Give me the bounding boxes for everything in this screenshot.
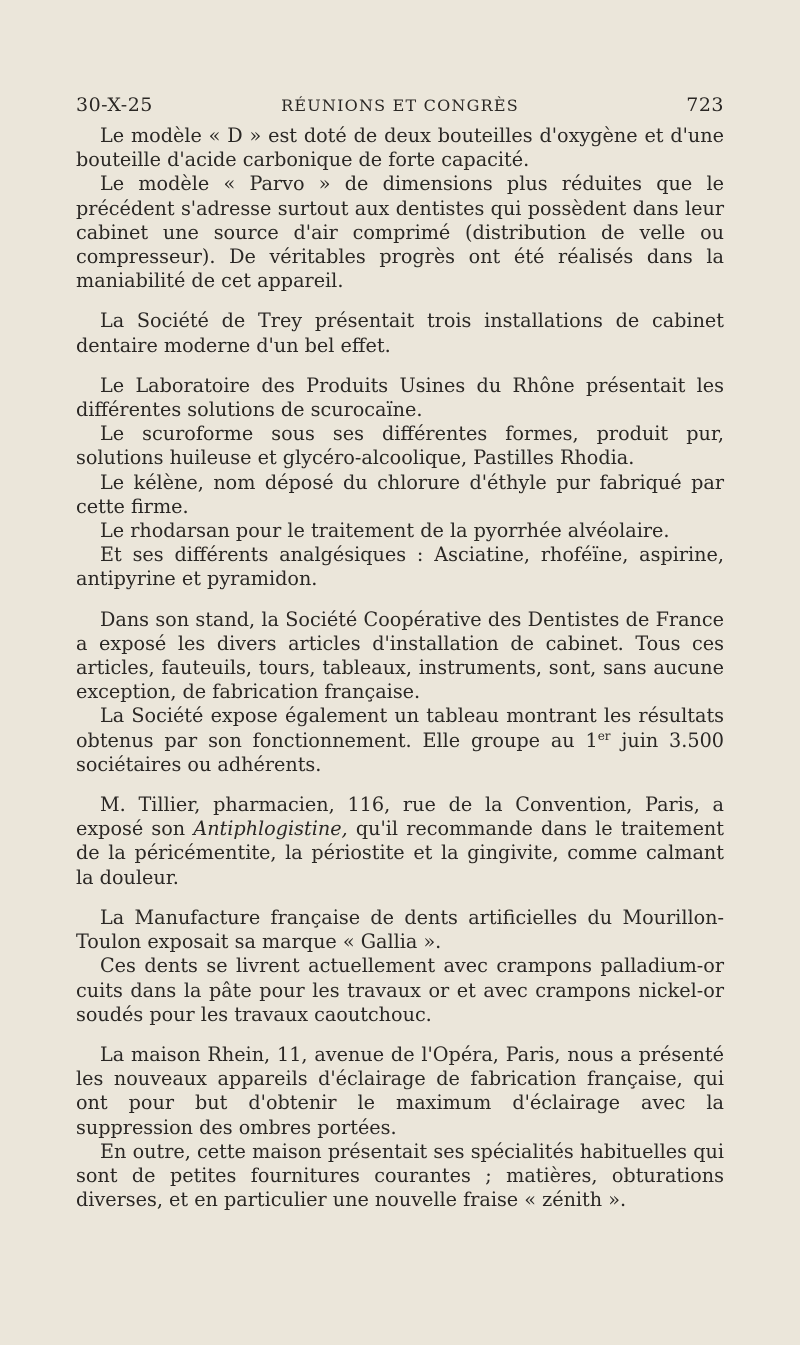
paragraph: La Manufacture française de dents artificielles du Mourillon-Toulon exposait sa marque « Gallia ». <box>76 905 724 954</box>
paragraph: Le modèle « D » est doté de deux bouteilles d'oxygène et d'une bouteille d'acide carbonique de forte capacité. <box>76 124 724 172</box>
paragraph: La maison Rhein, 11, avenue de l'Opéra, Paris, nous a présenté les nouveaux appareils d'éclairage de fabrication française, qui ont pour but d'obtenir le maximum d'éclairage avec la suppression des ombres portées. <box>76 1042 724 1139</box>
paragraph: Dans son stand, la Société Coopérative des Dentistes de France a exposé les divers articles d'installation de cabinet. Tous ces articles, fauteuils, tours, tableaux, instruments, sont, sans aucune exception, de fabrication française. <box>76 607 724 704</box>
product-name: Antiphlogistine, <box>193 817 348 841</box>
paragraph <box>76 793 724 890</box>
paragraph-text: qu'il recommande dans le traitement de la péricémentite, la périostite et la gingivite, comme calmant la douleur. <box>76 817 724 889</box>
running-head <box>76 94 724 124</box>
paragraph: Le scuroforme sous ses différentes formes, produit pur, solutions huileuse et glycéro-alcoolique, Pastilles Rhodia. <box>76 422 724 470</box>
paragraph: Ces dents se livrent actuellement avec crampons palladium-or cuits dans la pâte pour les travaux or et avec crampons nickel-or soudés pour les travaux caoutchouc. <box>76 954 724 1026</box>
paragraph: Le Laboratoire des Produits Usines du Rhône présentait les différentes solutions de scurocaïne. <box>76 373 724 422</box>
paragraph: Le rhodarsan pour le traitement de la pyorrhée alvéolaire. <box>100 519 670 543</box>
superscript: er <box>597 728 611 743</box>
paragraph: La Société de Trey présentait trois installations de cabinet dentaire moderne d'un bel effet. <box>76 309 724 357</box>
header-date: 30-X-25 <box>76 94 153 116</box>
paragraph-text: juin 3.500 sociétaires ou adhérents. <box>76 728 724 776</box>
book-page <box>76 94 724 1212</box>
article-body <box>76 124 724 1212</box>
paragraph <box>76 704 724 777</box>
page-number: 723 <box>686 94 724 116</box>
paragraph-text: La Société expose également un tableau montrant les résultats obtenus par son fonctionnement. Elle groupe au 1 <box>76 704 724 752</box>
paragraph: Le modèle « Parvo » de dimensions plus réduites que le précédent s'adresse surtout aux dentistes qui possèdent dans leur cabinet une source d'air comprimé (distribution de velle ou compresseur). De véritables progrès ont été réalisés dans la maniabilité de cet appareil. <box>76 172 724 293</box>
paragraph: Et ses différents analgésiques : Asciatine, rhoféïne, aspirine, antipyrine et pyramidon. <box>76 543 724 591</box>
paragraph-text: M. Tillier, pharmacien, 116, rue de la Convention, Paris, a exposé son <box>76 793 724 841</box>
paragraph: En outre, cette maison présentait ses spécialités habituelles qui sont de petites fournitures courantes ; matières, obturations diverses, et en particulier une nouvelle fraise « zénith ». <box>76 1139 724 1212</box>
header-title: RÉUNIONS ET CONGRÈS <box>281 96 519 115</box>
paragraph: Le kélène, nom déposé du chlorure d'éthyle pur fabriqué par cette firme. <box>76 470 724 518</box>
